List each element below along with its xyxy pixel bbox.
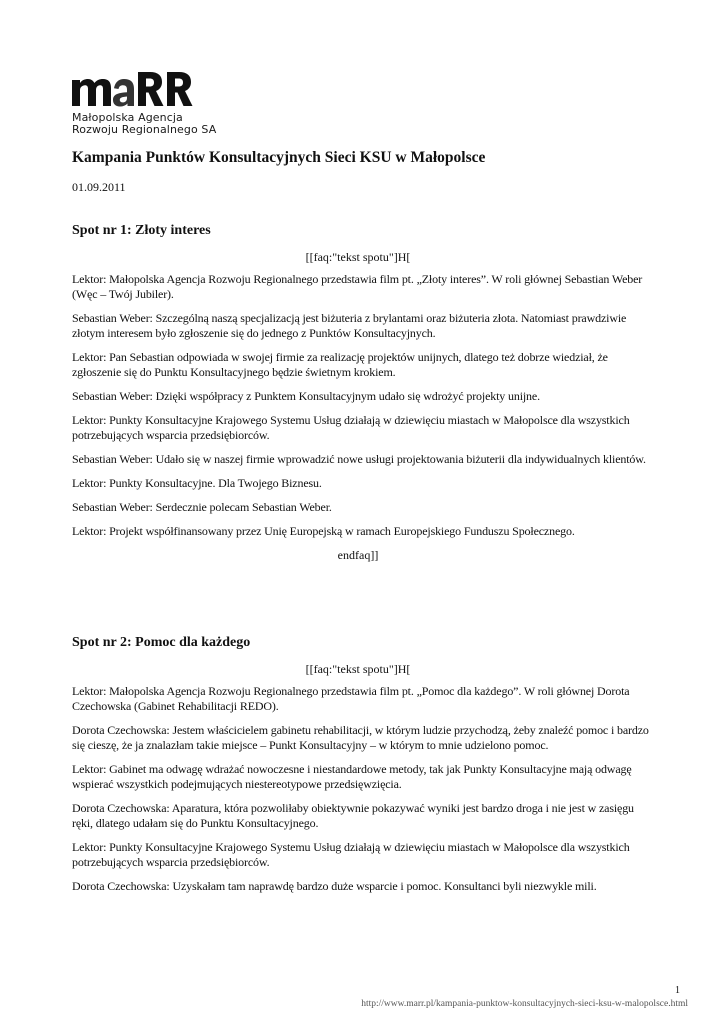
document-header (72, 148, 662, 194)
faq-close-marker: endfaq]] (337, 548, 379, 562)
script-paragraph: Sebastian Weber: Serdecznie polecam Sebastian Weber. (72, 500, 332, 514)
script-paragraph: Dorota Czechowska: Aparatura, która pozwoliłaby obiektywnie pokazywać wyniki jest bardzo droga i nie jest w zasięgu ręki, dlatego udałam się do Punktu Konsultacyjnego. (72, 801, 634, 830)
marr-wordmark (70, 68, 200, 108)
script-paragraph: Lektor: Pan Sebastian odpowiada w swojej firmie za realizację projektów unijnych, dlatego też dobrze wiedział, że zgłoszenie się do Punktu Konsultacyjnego będzie świetnym krokiem. (72, 350, 608, 379)
script-paragraph: Lektor: Punkty Konsultacyjne. Dla Twojego Biznesu. (72, 476, 322, 490)
script-paragraph: Lektor: Małopolska Agencja Rozwoju Regionalnego przedstawia film pt. „Złoty interes”. W roli głównej Sebastian Weber (Węc – Twój Jubiler). (72, 272, 643, 301)
spot-section-2 (72, 634, 662, 903)
faq-open-marker: [[faq:"tekst spotu"]H[ (305, 662, 411, 676)
page-number: 1 (675, 985, 680, 996)
document-title: Kampania Punktów Konsultacyjnych Sieci KSU w Małopolsce (72, 149, 486, 166)
script-paragraph: Lektor: Punkty Konsultacyjne Krajowego Systemu Usług działają w dziewięciu miastach w Małopolsce dla wszystkich potrzebujących wsparcia przedsiębiorców. (72, 413, 630, 442)
script-paragraph: Lektor: Małopolska Agencja Rozwoju Regionalnego przedstawia film pt. „Pomoc dla każdego”. W roli głównej Dorota Czechowska (Gabinet Rehabilitacji REDO). (72, 684, 630, 713)
marr-logo (70, 68, 217, 138)
script-paragraph: Sebastian Weber: Udało się w naszej firmie wprowadzić nowe usługi projektowania biżuterii dla indywidualnych klientów. (72, 452, 646, 466)
spot-section-1 (72, 222, 662, 562)
script-paragraph: Dorota Czechowska: Uzyskałam tam naprawdę bardzo duże wsparcie i pomoc. Konsultanci byli niezwykle mili. (72, 879, 597, 893)
script-paragraph: Dorota Czechowska: Jestem właścicielem gabinetu rehabilitacji, w którym ludzie przychodzą, żeby znaleźć pomoc i bardzo się cieszę, że ja znalazłam takie miejsce – Punkt Konsultacyjny – w którym to mnie udzielono pomoc. (72, 723, 649, 752)
logo-agency-line-1: Małopolska Agencja (72, 111, 183, 124)
document-date: 01.09.2011 (72, 180, 126, 194)
script-paragraph: Sebastian Weber: Szczególną naszą specjalizacją jest biżuteria z brylantami oraz biżuteria złota. Natomiast prawdziwie złotym interesem było zgłoszenie się do jednego z Punktów Konsultacyjnych. (72, 311, 627, 340)
script-paragraph: Lektor: Gabinet ma odwagę wdrażać nowoczesne i niestandardowe metody, tak jak Punkty Konsultacyjne mają odwagę wspierać wszystkich podejmujących niestereotypowe przedsięwzięcia. (72, 762, 632, 791)
script-paragraph: Sebastian Weber: Dzięki współpracy z Punktem Konsultacyjnym udało się wdrożyć projekty unijne. (72, 389, 540, 403)
logo-agency-line-2: Rozwoju Regionalnego SA (72, 123, 217, 136)
source-url-link[interactable]: http://www.marr.pl/kampania-punktow-konsultacyjnych-sieci-ksu-w-malopolsce.html (361, 999, 688, 1009)
spot-title: Spot nr 2: Pomoc dla każdego (72, 635, 251, 650)
spot-title: Spot nr 1: Złoty interes (72, 223, 211, 238)
script-paragraph: Lektor: Punkty Konsultacyjne Krajowego Systemu Usług działają w dziewięciu miastach w Małopolsce dla wszystkich potrzebujących wsparcia przedsiębiorców. (72, 840, 630, 869)
faq-open-marker: [[faq:"tekst spotu"]H[ (305, 250, 411, 264)
script-paragraph: Lektor: Projekt współfinansowany przez Unię Europejską w ramach Europejskiego Funduszu Społecznego. (72, 524, 575, 538)
